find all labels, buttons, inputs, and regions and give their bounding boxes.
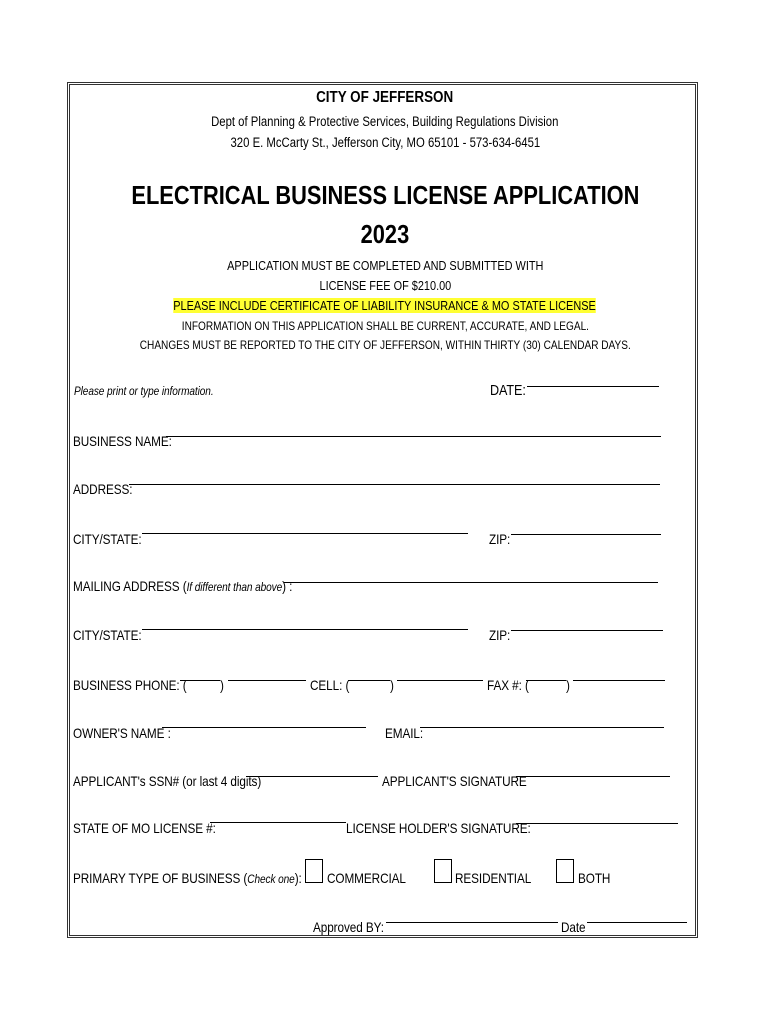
mo-license-input-line[interactable] <box>210 822 346 823</box>
residential-option-label: RESIDENTIAL <box>455 870 532 886</box>
zip-label-2: ZIP: <box>489 627 511 643</box>
business-phone-input-line[interactable] <box>228 680 306 681</box>
applicant-signature-label: APPLICANT'S SIGNATURE <box>382 773 527 789</box>
paren-close-3: ) <box>566 677 570 693</box>
applicant-signature-input-line[interactable] <box>516 776 670 777</box>
address-input-line[interactable] <box>129 484 660 485</box>
department-line: Dept of Planning & Protective Services, Building Regulations Division <box>211 114 559 129</box>
city-state-input-line[interactable] <box>142 533 468 534</box>
approved-by-input-line[interactable] <box>386 922 558 923</box>
paren-close-1: ) <box>220 677 224 693</box>
email-input-line[interactable] <box>420 727 664 728</box>
zip-input-line-2[interactable] <box>511 630 663 631</box>
paren-close-2: ) <box>390 677 394 693</box>
owner-name-input-line[interactable] <box>162 727 366 728</box>
primary-type-label: PRIMARY TYPE OF BUSINESS (Check one): <box>73 870 302 886</box>
instructions: Please print or type information. <box>74 384 214 398</box>
notice-fee: LICENSE FEE OF $210.00 <box>319 278 451 293</box>
city-state-label: CITY/STATE: <box>73 531 142 547</box>
zip-input-line[interactable] <box>511 534 661 535</box>
commercial-checkbox[interactable] <box>305 859 323 883</box>
ssn-label: APPLICANT's SSN# (or last 4 digits) <box>73 773 262 789</box>
approved-date-input-line[interactable] <box>587 922 687 923</box>
business-phone-label: BUSINESS PHONE: ( <box>73 677 187 693</box>
date-label: DATE: <box>490 382 526 399</box>
ssn-input-line[interactable] <box>246 776 378 777</box>
mo-license-label: STATE OF MO LICENSE #: <box>73 820 216 836</box>
both-option-label: BOTH <box>578 870 611 886</box>
business-name-input-line[interactable] <box>166 436 661 437</box>
mailing-address-input-line[interactable] <box>284 582 658 583</box>
cell-area-line[interactable] <box>348 680 390 681</box>
page-title: ELECTRICAL BUSINESS LICENSE APPLICATION <box>130 180 640 210</box>
business-name-label: BUSINESS NAME: <box>73 433 172 449</box>
date-input-line[interactable] <box>527 386 659 387</box>
license-holder-signature-input-line[interactable] <box>516 823 678 824</box>
title-year: 2023 <box>360 219 410 249</box>
address-label: ADDRESS: <box>73 481 133 497</box>
cell-label: CELL: ( <box>310 677 350 693</box>
fax-label: FAX #: ( <box>487 677 529 693</box>
residential-checkbox[interactable] <box>434 859 452 883</box>
city-state-label-2: CITY/STATE: <box>73 627 142 643</box>
owner-name-label: OWNER'S NAME : <box>73 725 171 741</box>
approved-date-label: Date <box>561 919 586 935</box>
notice-highlight: PLEASE INCLUDE CERTIFICATE OF LIABILITY INSURANCE & MO STATE LICENSE <box>173 298 597 313</box>
both-checkbox[interactable] <box>556 859 574 883</box>
business-phone-area-line[interactable] <box>180 680 220 681</box>
commercial-option-label: COMMERCIAL <box>327 870 406 886</box>
fax-input-line[interactable] <box>573 680 665 681</box>
approved-by-label: Approved BY: <box>313 919 384 935</box>
mailing-address-label: MAILING ADDRESS (If different than above) : <box>73 578 293 594</box>
notice-line-4: INFORMATION ON THIS APPLICATION SHALL BE CURRENT, ACCURATE, AND LEGAL. <box>181 319 589 333</box>
notice-line-1: APPLICATION MUST BE COMPLETED AND SUBMITTED WITH <box>226 258 544 273</box>
cell-input-line[interactable] <box>397 680 483 681</box>
license-holder-signature-label: LICENSE HOLDER'S SIGNATURE: <box>346 820 531 836</box>
email-label: EMAIL: <box>385 725 424 741</box>
zip-label: ZIP: <box>489 531 511 547</box>
city-state-input-line-2[interactable] <box>142 629 468 630</box>
city-title: CITY OF JEFFERSON <box>316 89 454 106</box>
notice-line-5: CHANGES MUST BE REPORTED TO THE CITY OF JEFFERSON, WITHIN THIRTY (30) CALENDAR DAYS. <box>139 338 631 352</box>
fax-area-line[interactable] <box>526 680 566 681</box>
address-line: 320 E. McCarty St., Jefferson City, MO 65101 - 573-634-6451 <box>230 135 540 150</box>
